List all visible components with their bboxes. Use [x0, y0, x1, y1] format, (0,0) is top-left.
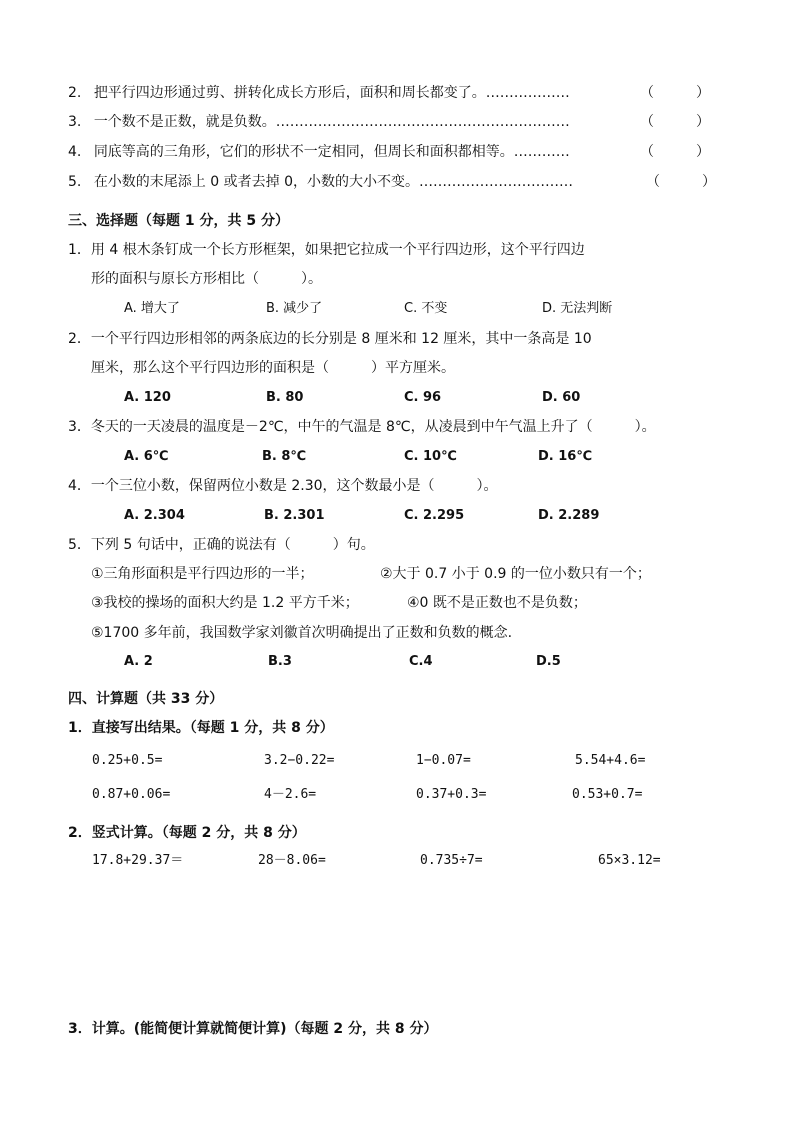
option-c[interactable]: C. 10℃: [404, 449, 457, 464]
option-c[interactable]: C. 2.295: [404, 508, 465, 523]
question-line: 2．一个平行四边形相邻的两条底边的长分别是 8 厘米和 12 厘米，其中一条高是 10: [68, 331, 592, 347]
subsection-title: 2．竖式计算。（每题 2 分，共 8 分）: [68, 825, 306, 841]
option-a[interactable]: A. 2.304: [124, 508, 185, 523]
statement: ③我校的操场的面积大约是 1.2 平方千米；: [91, 595, 359, 611]
question-line: 1．用 4 根木条钉成一个长方形框架，如果把它拉成一个平行四边形，这个平行四边: [68, 242, 585, 258]
option-b[interactable]: B. 2.301: [264, 508, 325, 523]
question-line: 形的面积与原长方形相比（ ）。: [91, 271, 322, 287]
calc-item: 0.37+0.3=: [416, 787, 487, 802]
item-text: 把平行四边形通过剪、拼转化成长方形后，面积和周长都变了。………………: [93, 85, 570, 101]
option-a[interactable]: A. 2: [124, 654, 153, 669]
answer-paren[interactable]: （ ）: [640, 114, 710, 130]
option-d[interactable]: D.5: [536, 654, 561, 669]
option-d[interactable]: D. 60: [542, 390, 581, 405]
option-d[interactable]: D. 16℃: [538, 449, 593, 464]
calc-item: 5.54+4.6=: [575, 753, 646, 768]
option-c[interactable]: C. 96: [404, 390, 442, 405]
calc-item: 0.87+0.06=: [92, 787, 171, 802]
item-number: 4.: [68, 144, 82, 160]
option-b[interactable]: B. 80: [266, 390, 304, 405]
calc-item: 3.2−0.22=: [264, 753, 335, 768]
item-number: 2.: [68, 85, 82, 101]
subsection-title: 3．计算。(能简便计算就简便计算)（每题 2 分，共 8 分）: [68, 1021, 438, 1037]
item-text: 在小数的末尾添上 0 或者去掉 0，小数的大小不变。……………………………: [93, 174, 573, 190]
calc-item: 1−0.07=: [416, 753, 471, 768]
question-line: 5．下列 5 句话中，正确的说法有（ ）句。: [68, 537, 375, 553]
answer-paren[interactable]: （ ）: [640, 144, 710, 160]
statement: ⑤1700 多年前，我国数学家刘徽首次明确提出了正数和负数的概念.: [91, 625, 513, 641]
answer-paren[interactable]: （ ）: [646, 174, 716, 190]
item-number: 5.: [68, 174, 82, 190]
option-c[interactable]: C.4: [409, 654, 433, 669]
option-b[interactable]: B. 8℃: [262, 449, 307, 464]
calc-item: 0.735÷7=: [420, 853, 483, 868]
calc-item: 17.8+29.37＝: [92, 853, 184, 868]
option-b[interactable]: B.3: [268, 654, 292, 669]
calc-item: 4－2.6=: [264, 787, 317, 802]
statement: ②大于 0.7 小于 0.9 的一位小数只有一个；: [380, 566, 651, 582]
statement: ④0 既不是正数也不是负数；: [407, 595, 587, 611]
item-text: 一个数不是正数，就是负数。………………………………………………………: [93, 114, 570, 130]
calc-item: 0.25+0.5=: [92, 753, 163, 768]
option-a[interactable]: A. 120: [124, 390, 171, 405]
question-line: 厘米，那么这个平行四边形的面积是（ ）平方厘米。: [91, 360, 455, 376]
subsection-title: 1．直接写出结果。（每题 1 分，共 8 分）: [68, 720, 334, 736]
option-b[interactable]: B. 减少了: [266, 301, 323, 316]
section-title: 四、计算题（共 33 分）: [68, 691, 224, 707]
judge-item: [68, 142, 570, 162]
statement: ①三角形面积是平行四边形的一半；: [91, 566, 314, 582]
judge-item: [68, 83, 570, 103]
item-text: 同底等高的三角形，它们的形状不一定相同，但周长和面积都相等。…………: [93, 144, 570, 160]
section-title: 三、选择题（每题 1 分，共 5 分）: [68, 213, 289, 229]
option-a[interactable]: A. 增大了: [124, 301, 180, 316]
option-d[interactable]: D. 无法判断: [542, 301, 613, 316]
answer-paren[interactable]: （ ）: [640, 85, 710, 101]
option-c[interactable]: C. 不变: [404, 301, 448, 316]
option-a[interactable]: A. 6℃: [124, 449, 169, 464]
calc-item: 0.53+0.7=: [572, 787, 643, 802]
calc-item: 65×3.12=: [598, 853, 661, 868]
question-line: 3．冬天的一天凌晨的温度是－2℃，中午的气温是 8℃，从凌晨到中午气温上升了（ ）。: [68, 419, 656, 435]
judge-item: [68, 172, 573, 192]
judge-item: [68, 112, 570, 132]
question-line: 4．一个三位小数，保留两位小数是 2.30，这个数最小是（ ）。: [68, 478, 498, 494]
item-number: 3.: [68, 114, 82, 130]
option-d[interactable]: D. 2.289: [538, 508, 600, 523]
calc-item: 28－8.06=: [258, 853, 326, 868]
